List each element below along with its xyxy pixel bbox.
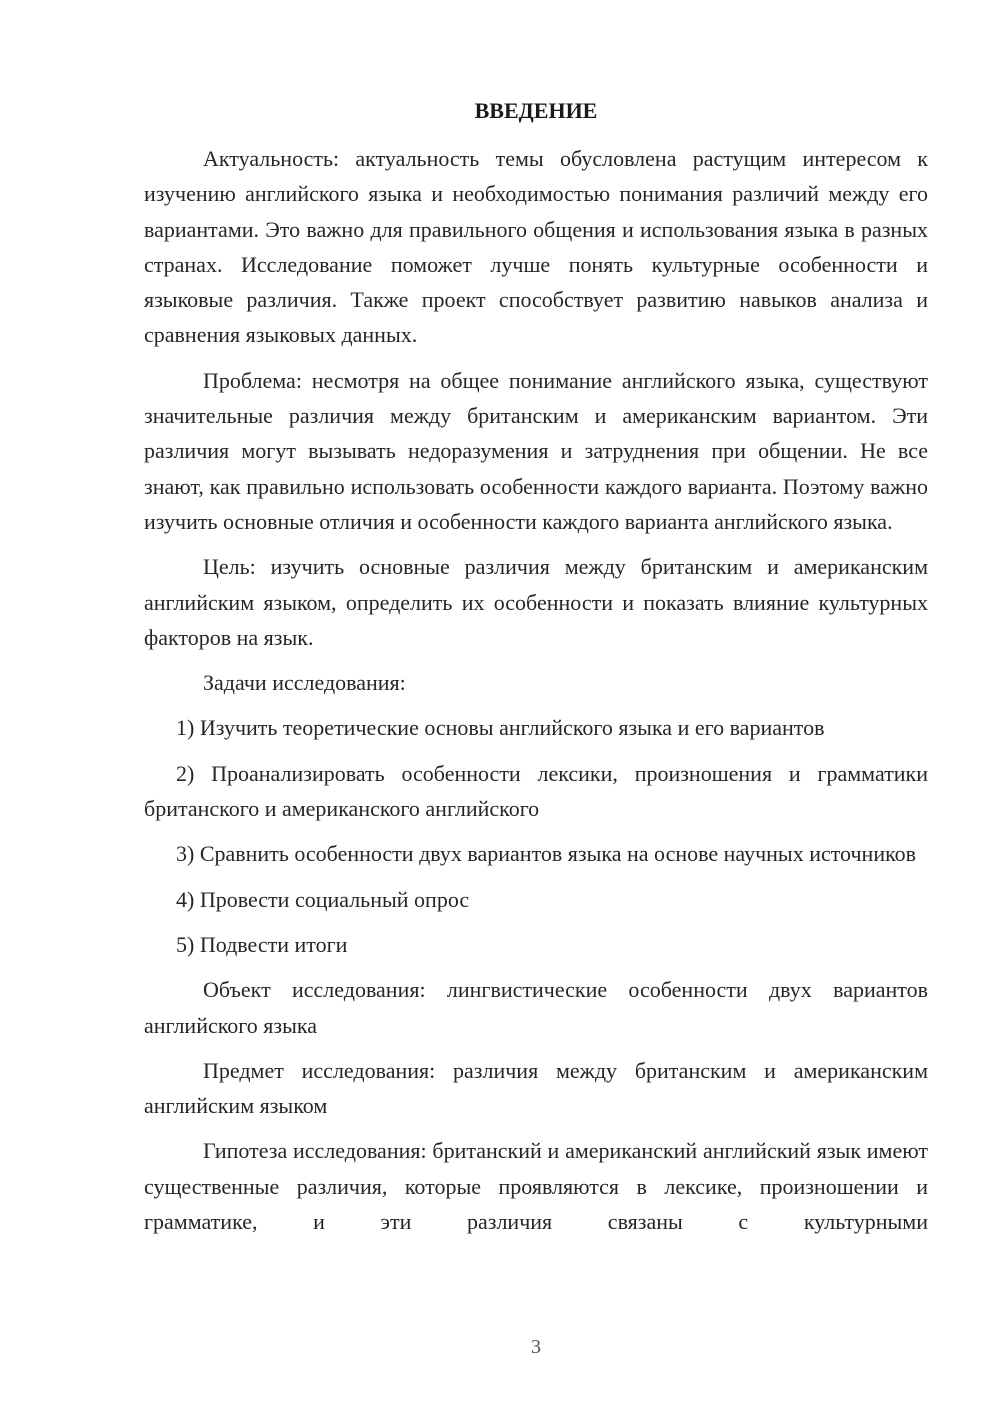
- paragraph-problem: Проблема: несмотря на общее понимание английского языка, существуют значительные различия между британским и американским вариантом. Эти различия могут вызывать недоразумения и затруднения при общении. Не все знают, как правильно использовать особенности каждого варианта. Поэтому важно изучить основные отличия и особенности каждого варианта английского языка.: [144, 367, 928, 534]
- task-item-4: 4) Провести социальный опрос: [176, 886, 470, 912]
- page-title: ВВЕДЕНИЕ: [474, 98, 598, 123]
- paragraph-hypothesis: Гипотеза исследования: британский и американский английский язык имеют существенные различия, которые проявляются в лексике, произношении и грамматике, и эти различия связаны с культурными: [144, 1138, 928, 1235]
- paragraph-object: Объект исследования: лингвистические особенности двух вариантов английского языка: [144, 977, 928, 1038]
- document-body: [144, 141, 928, 1239]
- paragraph-subject: Предмет исследования: различия между британским и американским английским языком: [144, 1057, 928, 1119]
- task-item-2: 2) Проанализировать особенности лексики, произношения и грамматики британского и американского английского: [144, 760, 928, 822]
- paragraph-relevance: Актуальность: актуальность темы обусловлена растущим интересом к изучению английского языка и необходимостью понимания различий между его вариантами. Это важно для правильного общения и использования языка в разных странах. Исследование поможет лучше понять культурные особенности и языковые различия. Также проект способствует развитию навыков анализа и сравнения языковых данных.: [144, 146, 928, 348]
- task-item-1: 1) Изучить теоретические основы английского языка и его вариантов: [176, 715, 825, 741]
- paragraph-goal: Цель: изучить основные различия между британским и американским английским языком, определить их особенности и показать влияние культурных факторов на язык.: [144, 554, 928, 650]
- paragraph-tasks-heading: Задачи исследования:: [203, 670, 406, 696]
- task-item-3: 3) Сравнить особенности двух вариантов языка на основе научных источников: [176, 841, 917, 867]
- task-item-5: 5) Подвести итоги: [176, 931, 348, 957]
- page-number: 3: [531, 1336, 541, 1358]
